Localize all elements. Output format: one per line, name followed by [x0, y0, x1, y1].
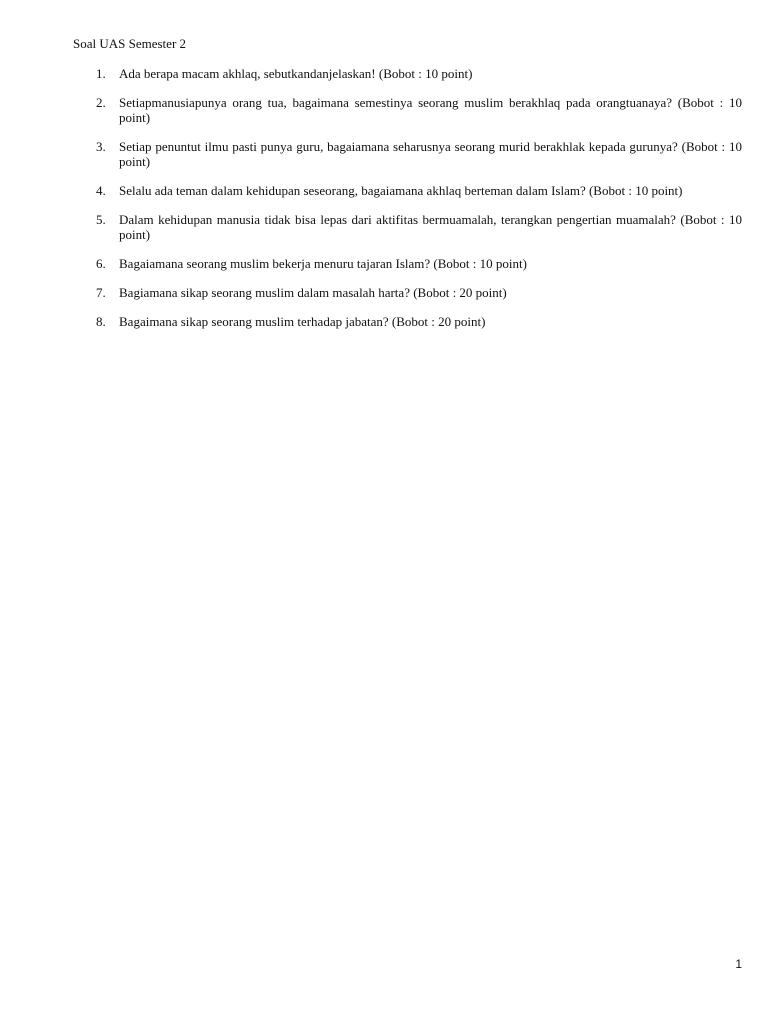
question-number: 6. — [96, 256, 106, 271]
question-number: 1. — [96, 66, 106, 81]
question-item-2 — [96, 95, 742, 125]
question-number: 7. — [96, 285, 106, 300]
document-title: Soal UAS Semester 2 — [73, 36, 187, 51]
question-text: Selalu ada teman dalam kehidupan seseorang, bagaiamana akhlaq berteman dalam Islam? (Bobot : 10 point) — [119, 183, 683, 198]
question-text: Bagaiamana seorang muslim bekerja menuru tajaran Islam? (Bobot : 10 point) — [119, 256, 527, 271]
question-number: 5. — [96, 212, 106, 227]
question-text: Dalam kehidupan manusia tidak bisa lepas dari aktifitas bermuamalah, terangkan pengertian muamalah? (Bobot : 10 point) — [119, 212, 742, 242]
question-text: Ada berapa macam akhlaq, sebutkandanjelaskan! (Bobot : 10 point) — [119, 66, 473, 81]
question-list — [96, 66, 742, 343]
question-item-6 — [96, 256, 742, 271]
question-number: 4. — [96, 183, 106, 198]
question-item-4 — [96, 183, 742, 198]
question-text: Bagiamana sikap seorang muslim dalam masalah harta? (Bobot : 20 point) — [119, 285, 507, 300]
question-text: Setiap penuntut ilmu pasti punya guru, bagaiamana seharusnya seorang murid berakhlak kepada gurunya? (Bobot : 10 point) — [119, 139, 742, 169]
question-item-5 — [96, 212, 742, 242]
question-number: 2. — [96, 95, 106, 110]
question-item-7 — [96, 285, 742, 300]
question-item-3 — [96, 139, 742, 169]
page-number: 1 — [735, 957, 742, 971]
question-number: 3. — [96, 139, 106, 154]
question-item-1 — [96, 66, 742, 81]
question-text: Bagaimana sikap seorang muslim terhadap jabatan? (Bobot : 20 point) — [119, 314, 486, 329]
question-text: Setiapmanusiapunya orang tua, bagaimana semestinya seorang muslim berakhlaq pada orangtuanaya? (Bobot : 10 point) — [119, 95, 742, 125]
question-number: 8. — [96, 314, 106, 329]
question-item-8 — [96, 314, 742, 329]
